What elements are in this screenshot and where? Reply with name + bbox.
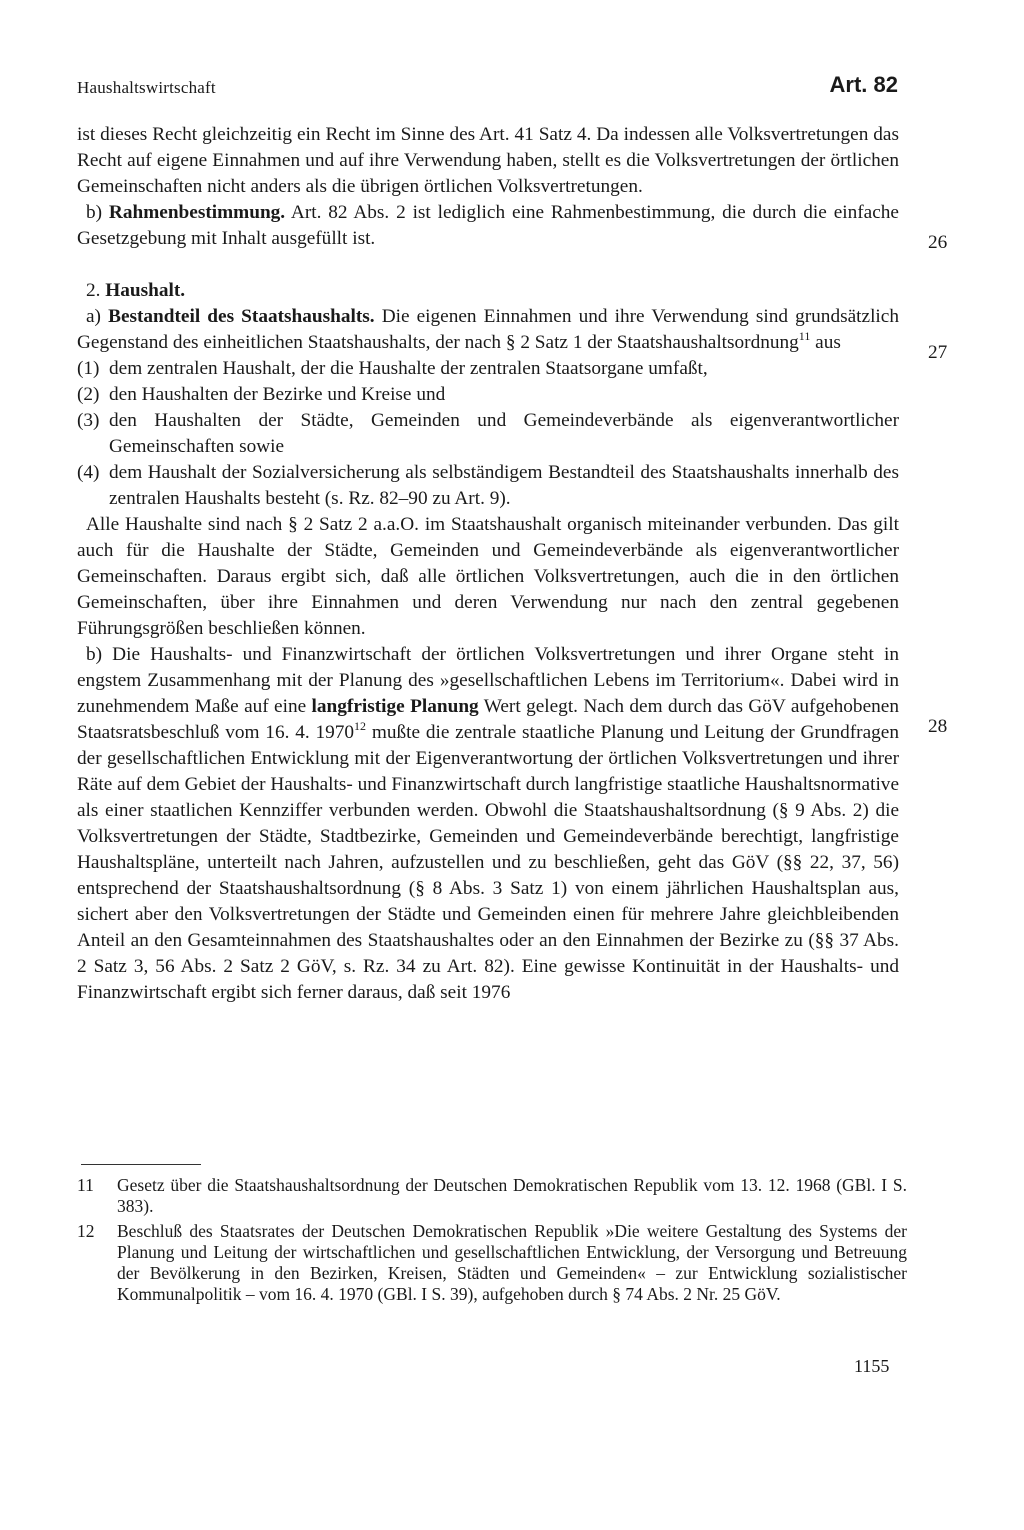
footnote: 12 Beschluß des Staatsrates der Deutschen Demokratischen Republik »Die weitere Gestaltung des Systems der Planung und Leitung der wirtschaftlichen und gesellschaftlichen Entwicklung, der Versorgung und Betreuung der Bevölkerung in den Bezirken, Kreisen, Städten und Gemeinden« – zur Entwicklung sozialistischer Kommunalpolitik – vom 16. 4. 1970 (GBl. I S. 39), aufgehoben durch § 74 Abs. 2 Nr. 25 GöV.	[77, 1221, 907, 1304]
paragraph-planung: b) Die Haushalts- und Finanzwirtschaft der örtlichen Volksvertretungen und ihrer Organe steht in engstem Zusammenhang mit der Planung des »gesellschaftlichen Lebens im Territorium«. Dabei wird in zunehmendem Maße auf eine langfristige Planung Wert gelegt. Nach dem durch das GöV aufgehobenen Staatsratsbeschluß vom 16. 4. 1970$^{12}$ mußte die zentrale staatliche Planung und Leitung der Grundfragen der gesellschaftlichen Entwicklung mit der Eigenverantwortung der örtlichen Volksvertretungen und ihrer Räte auf dem Gebiet der Haushalts- und Finanzwirtschaft durch langfristige staatliche Haushaltsnormative als einer staatlichen Kennziffer verbunden werden. Obwohl die Staatshaushaltsordnung (§ 9 Abs. 2) die Volksvertretungen der Städte, Stadtbezirke, Gemeinden und Gemeindeverbände berechtigt, langfristige Haushaltspläne, unterteilt nach Jahren, aufzustellen und zu beschließen, geht das GöV (§§ 22, 37, 56) entsprechend der Staatshaushaltsordnung (§ 8 Abs. 3 Satz 1) von einem jährlichen Haushaltsplan aus, sichert aber den Volksvertretungen der Städte und Gemeinden einen für mehrere Jahre gleichbleibenden Anteil an den Gesamteinnahmen des Staatshaushaltes oder an den Einnahmen der Bezirke zu (§§ 37 Abs. 2 Satz 3, 56 Abs. 2 Satz 2 GöV, s. Rz. 34 zu Art. 82). Eine gewisse Kontinuität in der Haushalts- und Finanzwirtschaft ergibt sich ferner daraus, daß seit 1976	[77, 644, 899, 1003]
article-number: Art. 82	[829, 72, 898, 97]
list-item: (4) dem Haushalt der Sozialversicherung als selbständigem Bestandteil des Staatshaushalts innerhalb des zentralen Haushalts besteht (s. Rz. 82–90 zu Art. 9).	[77, 462, 899, 509]
running-header: Haushaltswirtschaft	[77, 78, 216, 97]
bold-term: Rahmenbestimmung.	[108, 202, 286, 223]
list-item: (1) dem zentralen Haushalt, der die Haushalte der zentralen Staatsorgane umfaßt,	[77, 358, 708, 379]
paragraph-alle-haushalte: Alle Haushalte sind nach § 2 Satz 2 a.a.O. im Staatshaushalt organisch miteinander verbunden. Das gilt auch für die Haushalte der Städte, Gemeinden und Gemeindeverbände als eigenverantwortlicher Gemeinschaften. Daraus ergibt sich, daß alle örtlichen Volksvertretungen, auch die in den örtlichen Gemeinschaften, über ihre Einnahmen und deren Verwendung nur nach den zentral gegebenen Führungsgrößen beschließen können.	[77, 514, 899, 639]
page-number: 1155	[854, 1356, 890, 1376]
body-text	[77, 122, 899, 1006]
footnote-ref[interactable]: 11	[798, 329, 811, 343]
footnote: 11 Gesetz über die Staatshaushaltsordnung der Deutschen Demokratischen Republik vom 13. 12. 1968 (GBl. I S. 383).	[77, 1175, 907, 1216]
footnotes	[77, 1175, 907, 1309]
list-item: (3) den Haushalten der Städte, Gemeinden und Gemeindeverbände als eigenverantwortlicher Gemeinschaften sowie	[77, 410, 899, 457]
footnote-ref[interactable]: 12	[354, 719, 367, 733]
paragraph-intro: ist dieses Recht gleichzeitig ein Recht im Sinne des Art. 41 Satz 4. Da indessen alle Volksvertretungen das Recht auf eigene Einnahmen und auf ihre Verwendung haben, stellt es die Volksvertretungen der örtlichen Gemeinschaften nicht anders als die übrigen örtlichen Volksvertretungen.	[77, 124, 899, 197]
margin-number: 26	[928, 232, 948, 253]
paragraph-rahmenbestimmung: b) Rahmenbestimmung. Art. 82 Abs. 2 ist lediglich eine Rahmenbestimmung, die durch die einfache Gesetzgebung mit Inhalt ausgefüllt ist.	[77, 202, 899, 249]
list-item: (2) den Haushalten der Bezirke und Kreise und	[77, 384, 446, 405]
section-heading: 2. Haushalt.	[86, 280, 186, 301]
margin-number: 28	[928, 716, 948, 737]
margin-number: 27	[928, 342, 948, 363]
bold-term: Bestandteil des Staatshaushalts.	[108, 306, 375, 327]
footnote-separator	[81, 1164, 201, 1165]
bold-term: langfristige Planung	[311, 696, 479, 717]
paragraph-bestandteil: a) Bestandteil des Staatshaushalts. Die eigenen Einnahmen und ihre Verwendung sind grundsätzlich Gegenstand des einheitlichen Staatshaushalts, der nach § 2 Satz 1 der Staatshaushaltsordnung$^{11}$ aus	[77, 306, 899, 353]
